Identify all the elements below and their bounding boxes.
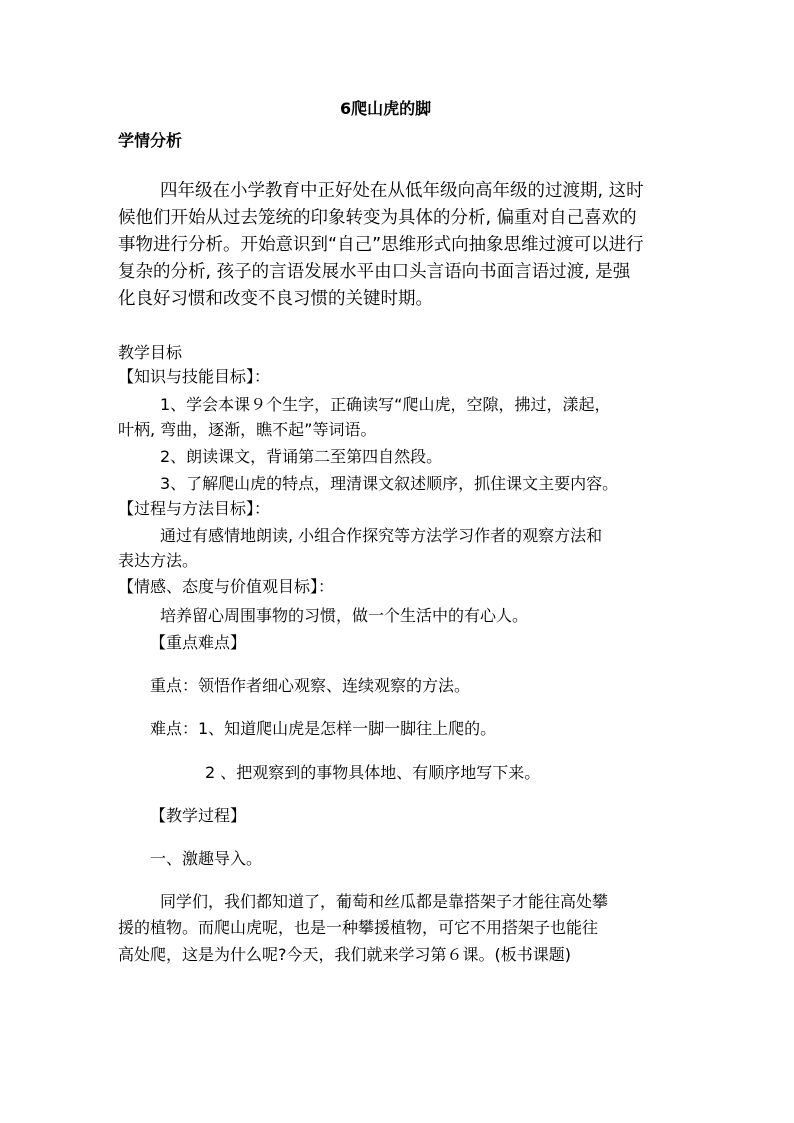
knowledge-heading: 【知识与技能目标】： xyxy=(118,367,271,386)
knowledge-item-2: 2、朗读课文，背诵第二至第四自然段。 xyxy=(160,447,443,466)
process-line-1: 通过有感情地朗读, 小组合作探究等方法学习作者的观察方法和 xyxy=(160,526,603,545)
intro-line-1: 同学们，我们都知道了，葡萄和丝瓜都是靠搭架子才能往高处攀 xyxy=(160,892,609,911)
emotion-heading: 【情感、态度与价值观目标】： xyxy=(118,577,335,596)
intro-line-2: 援的植物。而爬山虎呢，也是一种攀援植物，可它不用搭架子也能往 xyxy=(118,918,599,937)
analysis-line-2: 候他们开始从过去笼统的印象转变为具体的分析, 偏重对自己喜欢的 xyxy=(118,208,637,228)
intro-line-3: 高处爬，这是为什么呢?今天，我们就来学习第６课。(板书课题) xyxy=(118,945,571,964)
process-heading: 【过程与方法目标】： xyxy=(118,499,271,518)
process-line-2: 表达方法。 xyxy=(118,551,199,570)
step-1-heading: 一、激趣导入。 xyxy=(150,849,263,868)
knowledge-item-3: 3、了解爬山虎的特点，理清课文叙述顺序，抓住课文主要内容。 xyxy=(160,474,619,493)
key-point-line: 重点：领悟作者细心观察、连续观察的方法。 xyxy=(150,676,471,695)
analysis-line-1: 四年级在小学教育中正好处在从低年级向高年级的过渡期, 这时 xyxy=(160,181,644,201)
difficulty-line-1: 难点：1、知道爬山虎是怎样一脚一脚往上爬的。 xyxy=(150,719,497,738)
knowledge-item-1: 1、学会本课９个生字，正确读写“爬山虎，空隙，拂过，漾起， xyxy=(160,395,611,414)
key-difficulty-heading: 【重点难点】 xyxy=(150,633,247,652)
knowledge-item-1-cont: 叶柄, 弯曲，逐渐，瞧不起”等词语。 xyxy=(118,420,377,439)
analysis-line-5: 化良好习惯和改变不良习惯的关键时期。 xyxy=(118,289,433,309)
goals-heading: 教学目标 xyxy=(118,343,183,362)
emotion-line: 培养留心周围事物的习惯，做一个生活中的有心人。 xyxy=(160,606,529,625)
document-title: 6爬山虎的脚 xyxy=(340,99,432,118)
section-heading-analysis: 学情分析 xyxy=(118,131,183,150)
procedure-heading: 【教学过程】 xyxy=(150,806,247,825)
analysis-line-4: 复杂的分析, 孩子的言语发展水平由口头言语向书面言语过渡, 是强 xyxy=(118,262,631,282)
difficulty-line-2: 2 、把观察到的事物具体地、有顺序地写下来。 xyxy=(205,763,541,782)
analysis-line-3: 事物进行分析。开始意识到“自己”思维形式向抽象思维过渡可以进行 xyxy=(118,235,644,255)
